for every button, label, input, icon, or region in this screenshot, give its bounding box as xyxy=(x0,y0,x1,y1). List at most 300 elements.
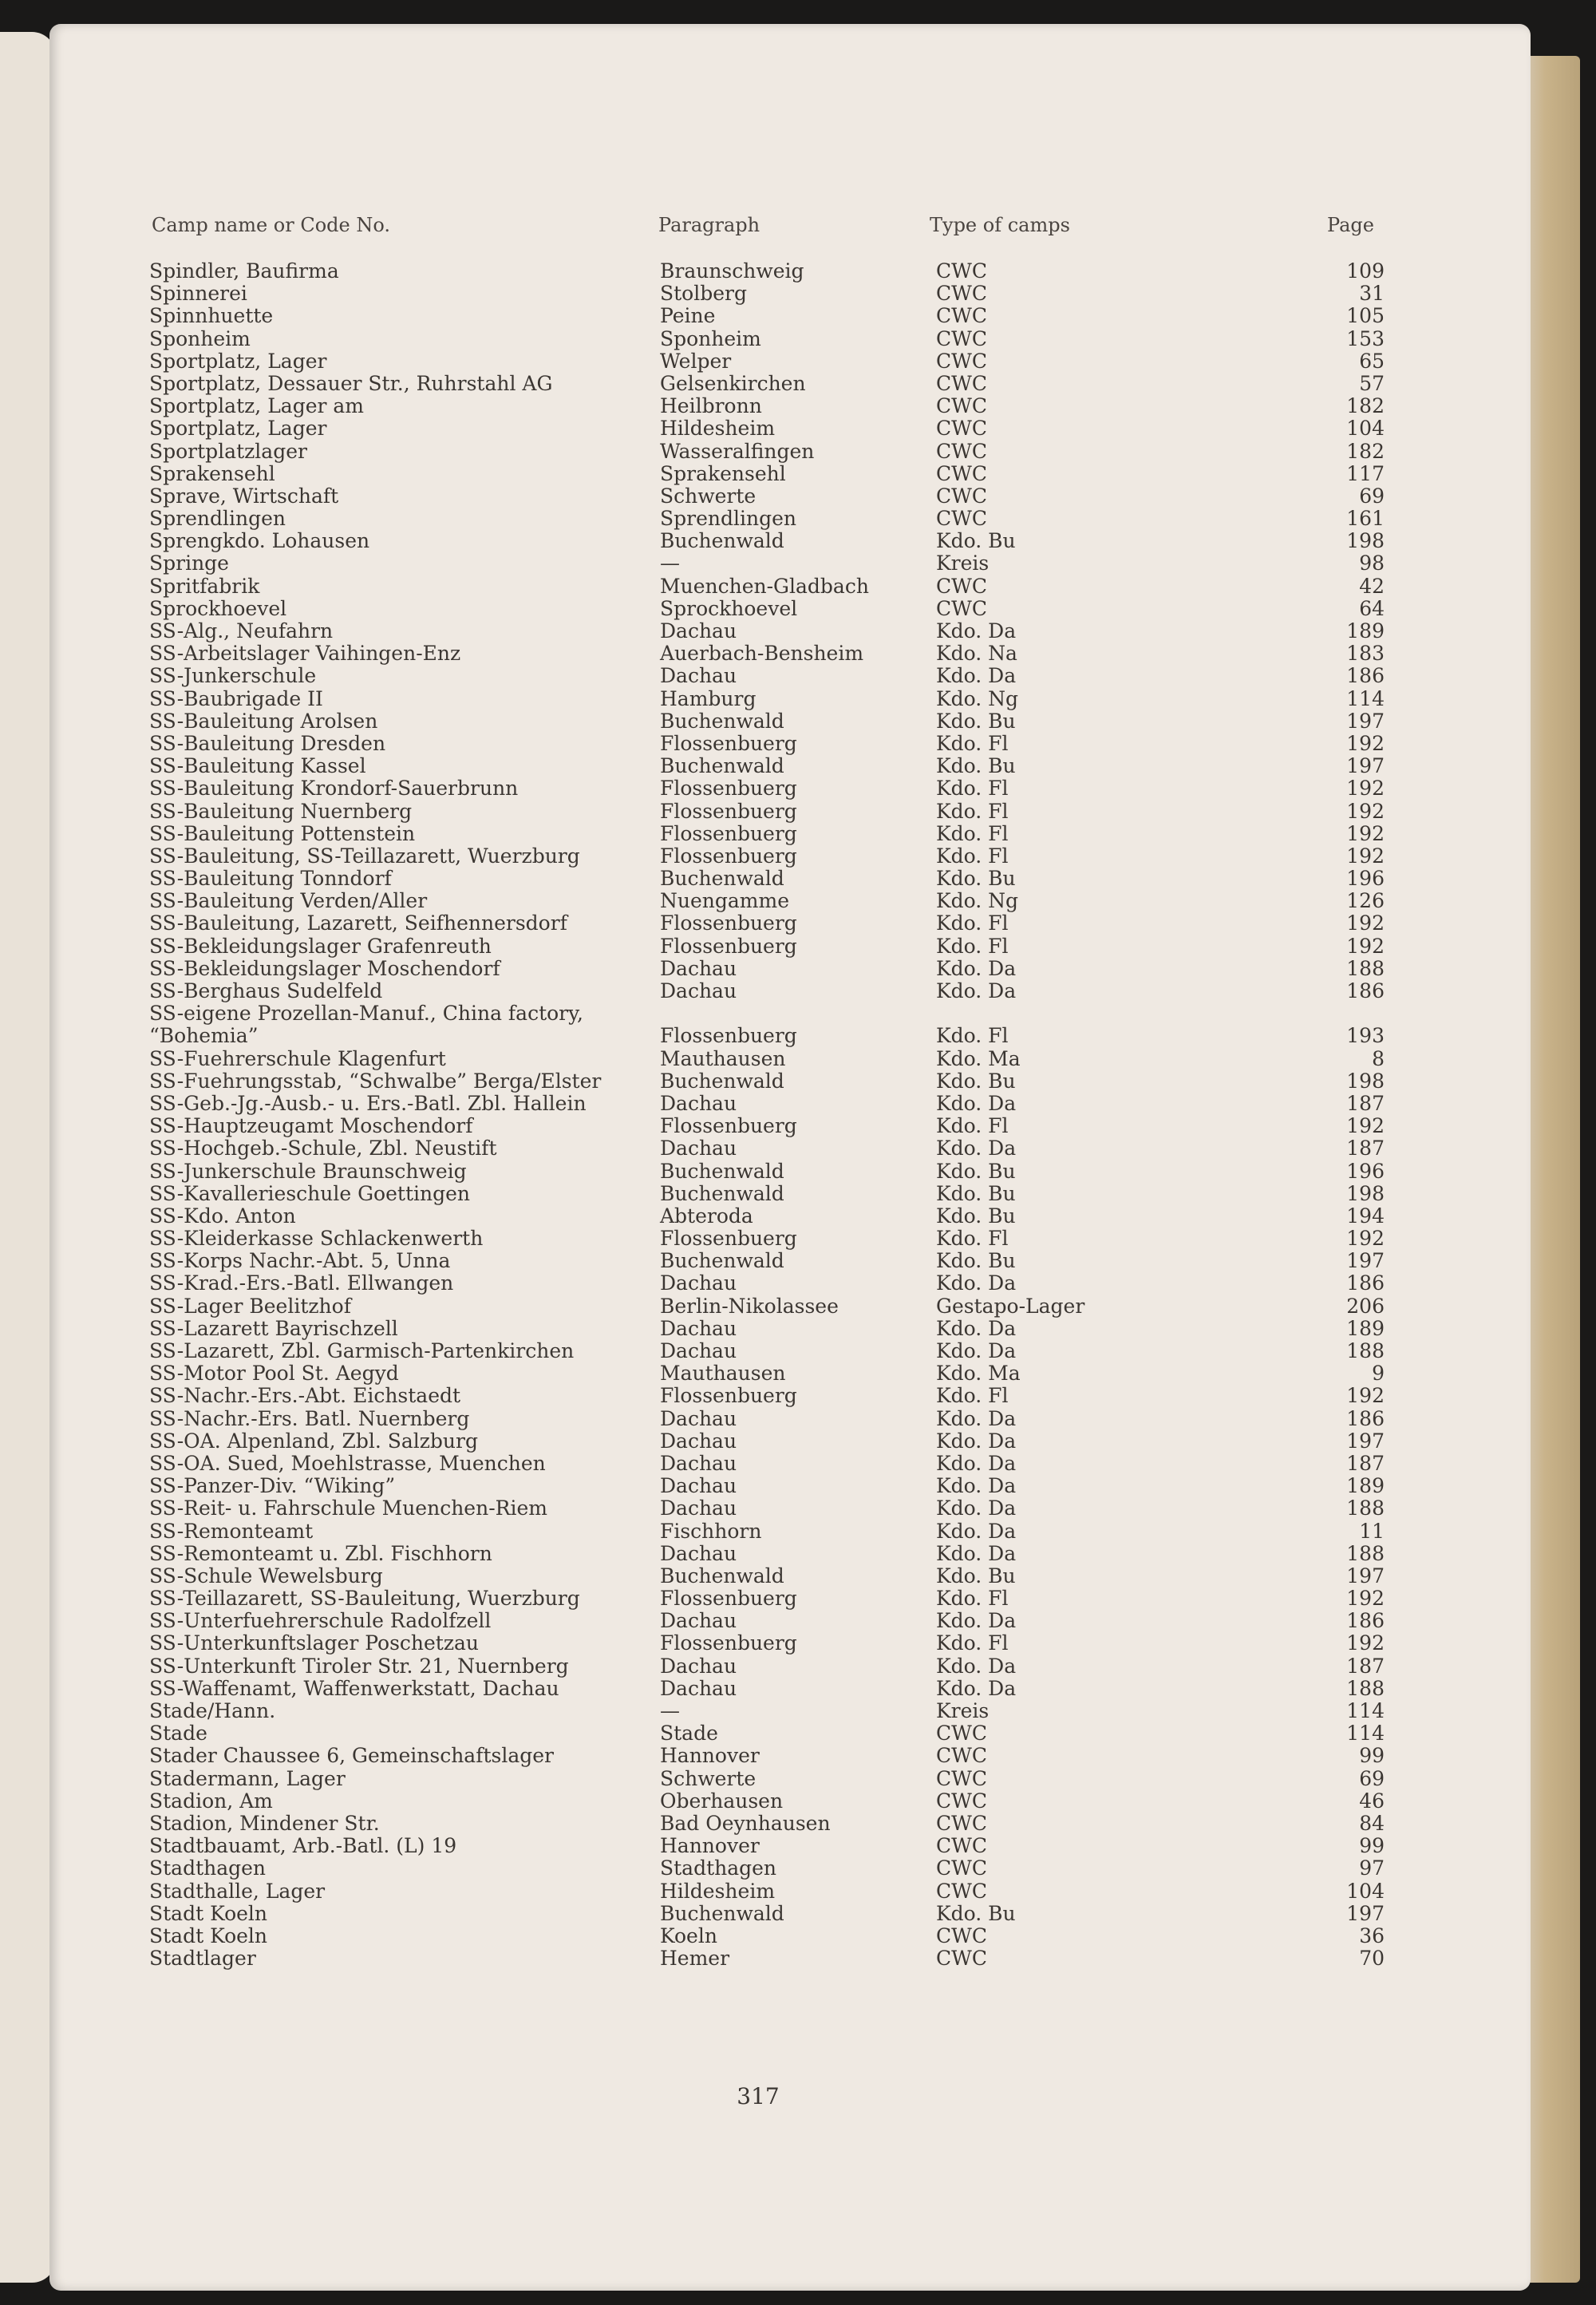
table-row xyxy=(140,395,1385,417)
page-ref-cell: 197 xyxy=(1346,1249,1385,1273)
camp-type-cell: Kdo. Fl xyxy=(936,1384,1009,1408)
table-row xyxy=(140,801,1385,823)
table-row xyxy=(140,1228,1385,1250)
camp-name-cell: Sportplatz, Lager xyxy=(149,349,327,373)
table-row xyxy=(140,1835,1385,1857)
page-ref-cell: 114 xyxy=(1346,1699,1385,1723)
table-row xyxy=(140,1520,1385,1543)
camp-type-cell: Kdo. Da xyxy=(936,1091,1017,1115)
camp-type-cell: CWC xyxy=(936,326,987,350)
camp-type-cell: Kdo. Da xyxy=(936,1406,1017,1430)
camp-name-cell: SS-Arbeitslager Vaihingen-Enz xyxy=(149,642,461,666)
table-row xyxy=(140,508,1385,530)
camp-type-cell: Kdo. Bu xyxy=(936,1159,1016,1183)
camp-name-cell: SS-Fuehrerschule Klagenfurt xyxy=(149,1046,446,1070)
paragraph-cell: Sprockhoevel xyxy=(660,596,798,620)
table-row xyxy=(140,1632,1385,1655)
paragraph-cell: Abteroda xyxy=(660,1204,753,1228)
camp-type-cell: CWC xyxy=(936,596,987,620)
paragraph-cell: Dachau xyxy=(660,1137,737,1160)
camp-type-cell: CWC xyxy=(936,1834,987,1858)
header-paragraph: Paragraph xyxy=(658,214,760,236)
page-ref-cell: 36 xyxy=(1359,1923,1385,1947)
page-ref-cell: 117 xyxy=(1346,461,1385,485)
paragraph-cell: Dachau xyxy=(660,1541,737,1565)
paragraph-cell: Buchenwald xyxy=(660,754,784,778)
paragraph-cell: Sprendlingen xyxy=(660,507,796,531)
page-ref-cell: 198 xyxy=(1346,1181,1385,1205)
camp-type-cell: Kdo. Bu xyxy=(936,529,1016,553)
paragraph-cell: Dachau xyxy=(660,1609,737,1633)
table-row xyxy=(140,1925,1385,1947)
camp-name-cell: Stadthagen xyxy=(149,1856,267,1880)
page-ref-cell: 192 xyxy=(1346,844,1385,868)
camp-name-cell: Sponheim xyxy=(149,326,251,350)
camp-type-cell: Kdo. Da xyxy=(936,1339,1017,1363)
camp-type-cell: Kdo. Bu xyxy=(936,867,1016,891)
camp-name-cell: SS-Motor Pool St. Aegyd xyxy=(149,1362,399,1386)
camp-type-cell: Kdo. Bu xyxy=(936,709,1016,733)
page-ref-cell: 187 xyxy=(1346,1451,1385,1475)
page-ref-cell: 197 xyxy=(1346,709,1385,733)
camp-type-cell: Kdo. Bu xyxy=(936,1069,1016,1093)
camp-name-cell: Stadt Koeln xyxy=(149,1923,268,1947)
header-page: Page xyxy=(1327,214,1374,236)
page-ref-cell: 126 xyxy=(1346,889,1385,913)
paragraph-cell: Flossenbuerg xyxy=(660,777,797,801)
paragraph-cell: Flossenbuerg xyxy=(660,821,797,845)
camp-type-cell: Kreis xyxy=(936,1699,990,1723)
table-row xyxy=(140,1272,1385,1295)
camp-type-cell: Kdo. Ng xyxy=(936,686,1019,710)
camp-name-cell: Sportplatz, Lager xyxy=(149,417,327,441)
camp-name-cell: SS-Bauleitung Verden/Aller xyxy=(149,889,428,913)
camp-type-cell: Kdo. Da xyxy=(936,1271,1017,1295)
camp-name-cell: SS-Kavallerieschule Goettingen xyxy=(149,1181,470,1205)
table-row xyxy=(140,463,1385,485)
table-row xyxy=(140,305,1385,327)
table-row xyxy=(140,373,1385,395)
camp-type-cell: Kdo. Bu xyxy=(936,1249,1016,1273)
table-row xyxy=(140,1475,1385,1497)
camp-type-cell: Kdo. Bu xyxy=(936,1901,1016,1925)
camp-name-cell: SS-Krad.-Ers.-Batl. Ellwangen xyxy=(149,1271,454,1295)
camp-name-cell: SS-Kleiderkasse Schlackenwerth xyxy=(149,1227,484,1251)
camp-type-cell: Kdo. Fl xyxy=(936,844,1009,868)
paragraph-cell: Braunschweig xyxy=(660,259,804,283)
camp-type-cell: Kdo. Da xyxy=(936,1137,1017,1160)
paragraph-cell: Dachau xyxy=(660,1654,737,1678)
camp-name-cell: Stadion, Mindener Str. xyxy=(149,1811,380,1835)
camp-name-cell: Spritfabrik xyxy=(149,574,260,598)
paragraph-cell: Wasseralfingen xyxy=(660,439,815,463)
page-ref-cell: 153 xyxy=(1346,326,1385,350)
camp-name-cell: SS-Korps Nachr.-Abt. 5, Unna xyxy=(149,1249,451,1273)
header-type-of-camps: Type of camps xyxy=(930,214,1070,236)
table-row xyxy=(140,665,1385,687)
table-row xyxy=(140,1903,1385,1925)
paragraph-cell: Buchenwald xyxy=(660,709,784,733)
paragraph-cell: Buchenwald xyxy=(660,867,784,891)
camp-name-cell: Sportplatz, Lager am xyxy=(149,394,365,418)
camp-type-cell: Kdo. Ng xyxy=(936,889,1019,913)
camp-name-cell: SS-Lazarett Bayrischzell xyxy=(149,1316,398,1340)
page-ref-cell: 188 xyxy=(1346,1339,1385,1363)
table-row xyxy=(140,1497,1385,1520)
page-ref-cell: 192 xyxy=(1346,1587,1385,1611)
camp-type-cell: CWC xyxy=(936,574,987,598)
table-row xyxy=(140,598,1385,620)
camp-type-cell: Kdo. Da xyxy=(936,1451,1017,1475)
camp-name-cell: SS-Nachr.-Ers. Batl. Nuernberg xyxy=(149,1406,470,1430)
paragraph-cell: Flossenbuerg xyxy=(660,1631,797,1655)
table-row xyxy=(140,777,1385,800)
page-ref-cell: 187 xyxy=(1346,1137,1385,1160)
table-header xyxy=(140,209,1385,260)
page-ref-cell: 196 xyxy=(1346,1159,1385,1183)
page-ref-cell: 188 xyxy=(1346,1676,1385,1700)
table-row xyxy=(140,980,1385,1002)
camp-name-cell: SS-Teillazarett, SS-Bauleitung, Wuerzburg xyxy=(149,1587,580,1611)
table-row xyxy=(140,1430,1385,1453)
table-row xyxy=(140,1250,1385,1272)
page-ref-cell: 161 xyxy=(1346,507,1385,531)
camp-name-cell: SS-OA. Sued, Moehlstrasse, Muenchen xyxy=(149,1451,546,1475)
camp-name-cell: SS-Bauleitung Pottenstein xyxy=(149,821,416,845)
camp-type-cell: CWC xyxy=(936,371,987,395)
camp-type-cell: Kdo. Da xyxy=(936,1654,1017,1678)
camp-name-cell: SS-Waffenamt, Waffenwerkstatt, Dachau xyxy=(149,1676,559,1700)
page-ref-cell: 186 xyxy=(1346,664,1385,688)
camp-name-cell: SS-Kdo. Anton xyxy=(149,1204,296,1228)
camp-name-cell: SS-eigene Prozellan-Manuf., China factory, “Bohemia” xyxy=(149,1002,583,1048)
page-ref-cell: 197 xyxy=(1346,754,1385,778)
camp-type-cell: Kdo. Na xyxy=(936,642,1017,666)
camp-type-cell: CWC xyxy=(936,1722,987,1746)
page-ref-cell: 182 xyxy=(1346,439,1385,463)
camp-type-cell: Kdo. Ma xyxy=(936,1046,1021,1070)
page-ref-cell: 196 xyxy=(1346,867,1385,891)
page-ref-cell: 70 xyxy=(1359,1947,1385,1971)
camp-name-cell: SS-Junkerschule xyxy=(149,664,317,688)
camp-name-cell: SS-Unterkunft Tiroler Str. 21, Nuernberg xyxy=(149,1654,569,1678)
page-ref-cell: 97 xyxy=(1359,1856,1385,1880)
table-row xyxy=(140,1790,1385,1813)
paragraph-cell: Dachau xyxy=(660,1339,737,1363)
page-ref-cell: 198 xyxy=(1346,1069,1385,1093)
camp-type-cell: Kdo. Fl xyxy=(936,1631,1009,1655)
paragraph-cell: Dachau xyxy=(660,1474,737,1498)
table-row xyxy=(140,1610,1385,1632)
table-row xyxy=(140,1947,1385,1970)
page-ref-cell: 69 xyxy=(1359,1766,1385,1790)
table-row xyxy=(140,328,1385,350)
paragraph-cell: Schwerte xyxy=(660,1766,757,1790)
paragraph-cell: Mauthausen xyxy=(660,1046,786,1070)
page-ref-cell: 187 xyxy=(1346,1654,1385,1678)
camp-name-cell: Stader Chaussee 6, Gemeinschaftslager xyxy=(149,1744,554,1768)
camp-name-cell: Spinnhuette xyxy=(149,304,274,328)
camp-name-cell: SS-Hochgeb.-Schule, Zbl. Neustift xyxy=(149,1137,497,1160)
paragraph-cell: Dachau xyxy=(660,1091,737,1115)
paragraph-cell: Fischhorn xyxy=(660,1519,762,1543)
table-row xyxy=(140,733,1385,755)
camp-name-cell: Stade/Hann. xyxy=(149,1699,276,1723)
table-row xyxy=(140,1722,1385,1745)
table-row xyxy=(140,1655,1385,1678)
page-ref-cell: 189 xyxy=(1346,619,1385,642)
table-row xyxy=(140,755,1385,777)
paragraph-cell: Dachau xyxy=(660,1451,737,1475)
camp-name-cell: SS-Bauleitung Nuernberg xyxy=(149,799,413,823)
page-ref-cell: 31 xyxy=(1359,282,1385,306)
page-ref-cell: 188 xyxy=(1346,1541,1385,1565)
page-ref-cell: 188 xyxy=(1346,1496,1385,1520)
camp-type-cell: Kdo. Ma xyxy=(936,1362,1021,1386)
paragraph-cell: Gelsenkirchen xyxy=(660,371,806,395)
paragraph-cell: Peine xyxy=(660,304,716,328)
camp-type-cell: Kdo. Da xyxy=(936,1316,1017,1340)
camp-name-cell: Stadermann, Lager xyxy=(149,1766,346,1790)
camp-name-cell: SS-Bauleitung Tonndorf xyxy=(149,867,392,891)
table-row xyxy=(140,1183,1385,1205)
table-row xyxy=(140,552,1385,575)
table-row xyxy=(140,1385,1385,1407)
camp-type-cell: CWC xyxy=(936,1856,987,1880)
camp-name-cell: SS-Lazarett, Zbl. Garmisch-Partenkirchen xyxy=(149,1339,575,1363)
paragraph-cell: Dachau xyxy=(660,1406,737,1430)
table-row xyxy=(140,260,1385,283)
camp-name-cell: Stadthalle, Lager xyxy=(149,1879,326,1903)
table-row xyxy=(140,575,1385,598)
header-camp-name: Camp name or Code No. xyxy=(152,214,390,236)
table-row xyxy=(140,1160,1385,1183)
table-row xyxy=(140,1678,1385,1700)
page-ref-cell: 65 xyxy=(1359,349,1385,373)
paragraph-cell: Nuengamme xyxy=(660,889,789,913)
page-ref-cell: 69 xyxy=(1359,484,1385,508)
paragraph-cell: Koeln xyxy=(660,1923,717,1947)
camp-name-cell: Sprendlingen xyxy=(149,507,286,531)
camp-name-cell: SS-Bauleitung, SS-Teillazarett, Wuerzburg xyxy=(149,844,580,868)
camp-type-cell: Kdo. Fl xyxy=(936,799,1009,823)
camp-name-cell: SS-Nachr.-Ers.-Abt. Eichstaedt xyxy=(149,1384,461,1408)
paragraph-cell: Buchenwald xyxy=(660,1159,784,1183)
table-body xyxy=(140,260,1385,1970)
paragraph-cell: Buchenwald xyxy=(660,1249,784,1273)
camp-name-cell: SS-Unterfuehrerschule Radolfzell xyxy=(149,1609,492,1633)
camp-name-cell: SS-Bauleitung, Lazarett, Seifhennersdorf xyxy=(149,911,567,935)
page-ref-cell: 11 xyxy=(1359,1519,1385,1543)
table-row xyxy=(140,1587,1385,1610)
camp-type-cell: CWC xyxy=(936,507,987,531)
camp-type-cell: Kdo. Da xyxy=(936,1429,1017,1453)
camp-name-cell: SS-Bauleitung Kassel xyxy=(149,754,366,778)
page-number: 317 xyxy=(737,2083,780,2109)
page-ref-cell: 192 xyxy=(1346,821,1385,845)
paragraph-cell: Flossenbuerg xyxy=(660,844,797,868)
camp-type-cell: CWC xyxy=(936,1766,987,1790)
camp-type-cell: Kdo. Bu xyxy=(936,1181,1016,1205)
paragraph-cell: Mauthausen xyxy=(660,1362,786,1386)
page-ref-cell: 192 xyxy=(1346,911,1385,935)
table-row xyxy=(140,710,1385,733)
camp-type-cell: Kdo. Bu xyxy=(936,754,1016,778)
camp-type-cell: Kdo. Da xyxy=(936,1676,1017,1700)
camp-name-cell: SS-Schule Wewelsburg xyxy=(149,1564,383,1587)
camp-type-cell: Kdo. Fl xyxy=(936,1227,1009,1251)
table-row xyxy=(140,868,1385,890)
camp-name-cell: Springe xyxy=(149,552,229,575)
paragraph-cell: Buchenwald xyxy=(660,1069,784,1093)
table-row xyxy=(140,1093,1385,1115)
table-row xyxy=(140,1205,1385,1228)
camp-name-cell: SS-Lager Beelitzhof xyxy=(149,1294,351,1318)
camp-name-cell: Stadt Koeln xyxy=(149,1901,268,1925)
paragraph-cell: Buchenwald xyxy=(660,1901,784,1925)
page-ref-cell: 189 xyxy=(1346,1474,1385,1498)
page-ref-cell: 182 xyxy=(1346,394,1385,418)
table-row xyxy=(140,1318,1385,1340)
camp-type-cell: Kreis xyxy=(936,552,990,575)
table-row xyxy=(140,1880,1385,1903)
page-ref-cell: 99 xyxy=(1359,1834,1385,1858)
camp-name-cell: Stadtlager xyxy=(149,1947,256,1971)
paragraph-cell: Hildesheim xyxy=(660,1879,776,1903)
paragraph-cell: Auerbach-Bensheim xyxy=(660,642,864,666)
page-ref-cell: 186 xyxy=(1346,1406,1385,1430)
camp-name-cell: SS-Unterkunftslager Poschetzau xyxy=(149,1631,480,1655)
table-row xyxy=(140,530,1385,552)
table-row xyxy=(140,890,1385,912)
camp-type-cell: CWC xyxy=(936,1744,987,1768)
paragraph-cell: Hamburg xyxy=(660,686,757,710)
camp-type-cell: Kdo. Bu xyxy=(936,1204,1016,1228)
table-row xyxy=(140,1565,1385,1587)
camp-name-cell: SS-Remonteamt u. Zbl. Fischhorn xyxy=(149,1541,492,1565)
page-ref-cell: 186 xyxy=(1346,1609,1385,1633)
paragraph-cell: Buchenwald xyxy=(660,1181,784,1205)
page-ref-cell: 109 xyxy=(1346,259,1385,283)
camp-name-cell: SS-Baubrigade II xyxy=(149,686,323,710)
camp-type-cell: Kdo. Fl xyxy=(936,1587,1009,1611)
camp-type-cell: Kdo. Fl xyxy=(936,911,1009,935)
page-ref-cell: 187 xyxy=(1346,1091,1385,1115)
camp-name-cell: SS-Alg., Neufahrn xyxy=(149,619,334,642)
camp-name-cell: Spinnerei xyxy=(149,282,247,306)
table-row xyxy=(140,620,1385,642)
camp-name-cell: SS-Panzer-Div. “Wiking” xyxy=(149,1474,396,1498)
camp-type-cell: CWC xyxy=(936,1923,987,1947)
camp-name-cell: Sprockhoevel xyxy=(149,596,287,620)
paragraph-cell: Flossenbuerg xyxy=(660,731,797,755)
table-row xyxy=(140,1115,1385,1137)
page-ref-cell: 189 xyxy=(1346,1316,1385,1340)
camp-name-cell: Sportplatz, Dessauer Str., Ruhrstahl AG xyxy=(149,371,553,395)
page-ref-cell: 192 xyxy=(1346,934,1385,958)
table-row xyxy=(140,441,1385,463)
camp-type-cell: CWC xyxy=(936,1879,987,1903)
page-ref-cell: 194 xyxy=(1346,1204,1385,1228)
camp-name-cell: SS-Bauleitung Dresden xyxy=(149,731,386,755)
paragraph-cell: — xyxy=(660,552,680,575)
camp-type-cell: CWC xyxy=(936,461,987,485)
paragraph-cell: Flossenbuerg xyxy=(660,911,797,935)
camp-type-cell: CWC xyxy=(936,417,987,441)
camp-type-cell: CWC xyxy=(936,394,987,418)
camp-type-cell: Kdo. Fl xyxy=(936,731,1009,755)
table-row xyxy=(140,912,1385,935)
paragraph-cell: Flossenbuerg xyxy=(660,1384,797,1408)
paragraph-cell: Schwerte xyxy=(660,484,757,508)
page-ref-cell: 193 xyxy=(1346,1024,1385,1048)
camp-name-cell: SS-Fuehrungsstab, “Schwalbe” Berga/Elster xyxy=(149,1069,602,1093)
paragraph-cell: Welper xyxy=(660,349,732,373)
paragraph-cell: Dachau xyxy=(660,1316,737,1340)
paragraph-cell: Hannover xyxy=(660,1744,760,1768)
table-row xyxy=(140,1453,1385,1475)
camp-type-cell: Kdo. Da xyxy=(936,956,1017,980)
table-row xyxy=(140,1295,1385,1318)
paragraph-cell: Hemer xyxy=(660,1947,730,1971)
camp-type-cell: CWC xyxy=(936,282,987,306)
camp-name-cell: Stadtbauamt, Arb.-Batl. (L) 19 xyxy=(149,1834,457,1858)
paragraph-cell: Dachau xyxy=(660,979,737,1002)
page-ref-cell: 192 xyxy=(1346,1227,1385,1251)
camp-type-cell: CWC xyxy=(936,1789,987,1813)
camp-type-cell: CWC xyxy=(936,349,987,373)
camp-name-cell: SS-Remonteamt xyxy=(149,1519,314,1543)
camp-name-cell: SS-Berghaus Sudelfeld xyxy=(149,979,383,1002)
table-row xyxy=(140,1857,1385,1880)
table-row xyxy=(140,1813,1385,1835)
page-ref-cell: 186 xyxy=(1346,979,1385,1002)
page-ref-cell: 8 xyxy=(1372,1046,1385,1070)
paragraph-cell: Buchenwald xyxy=(660,529,784,553)
camp-name-cell: SS-Reit- u. Fahrschule Muenchen-Riem xyxy=(149,1496,547,1520)
camp-name-cell: Sprengkdo. Lohausen xyxy=(149,529,370,553)
table-row xyxy=(140,642,1385,665)
page-ref-cell: 114 xyxy=(1346,1722,1385,1746)
paragraph-cell: Dachau xyxy=(660,1496,737,1520)
camp-type-cell: Kdo. Da xyxy=(936,619,1017,642)
camp-type-cell: CWC xyxy=(936,484,987,508)
camp-name-cell: Stade xyxy=(149,1722,207,1746)
paragraph-cell: Stade xyxy=(660,1722,718,1746)
camp-name-cell: SS-Geb.-Jg.-Ausb.- u. Ers.-Batl. Zbl. Hallein xyxy=(149,1091,587,1115)
paragraph-cell: Hannover xyxy=(660,1834,760,1858)
camp-type-cell: Kdo. Da xyxy=(936,1496,1017,1520)
camp-type-cell: Kdo. Da xyxy=(936,979,1017,1002)
page-ref-cell: 198 xyxy=(1346,529,1385,553)
page-ref-cell: 99 xyxy=(1359,1744,1385,1768)
page-ref-cell: 188 xyxy=(1346,956,1385,980)
paragraph-cell: Bad Oeynhausen xyxy=(660,1811,831,1835)
page-ref-cell: 42 xyxy=(1359,574,1385,598)
page-ref-cell: 64 xyxy=(1359,596,1385,620)
page-ref-cell: 206 xyxy=(1346,1294,1385,1318)
camp-name-cell: SS-Junkerschule Braunschweig xyxy=(149,1159,467,1183)
table-row xyxy=(140,1048,1385,1070)
paragraph-cell: Heilbronn xyxy=(660,394,762,418)
table-row xyxy=(140,1362,1385,1385)
page-ref-cell: 114 xyxy=(1346,686,1385,710)
table-row xyxy=(140,283,1385,305)
paragraph-cell: Flossenbuerg xyxy=(660,1587,797,1611)
paragraph-cell: Dachau xyxy=(660,664,737,688)
camp-type-cell: Kdo. Fl xyxy=(936,934,1009,958)
page-ref-cell: 98 xyxy=(1359,552,1385,575)
